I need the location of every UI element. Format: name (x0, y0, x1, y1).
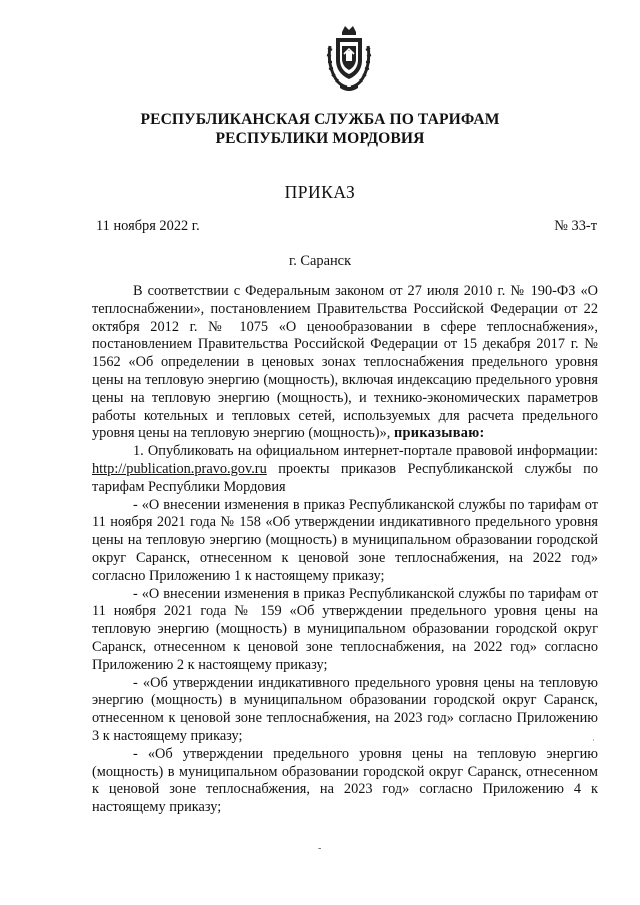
margin-mark: · (592, 735, 595, 745)
sub-item-1: - «О внесении изменения в приказ Республиканской службы по тарифам от 11 ноября 2021 года № 158 «Об утверждении индикативного предельного уровня цены на тепловую энергию (мощность) в муниципальном образовании городской округ Саранск, отнесенном к ценовой зоне теплоснабжения, на 2022 год» согласно Приложению 1 к настоящему приказу; (92, 496, 598, 584)
preamble-bold: приказываю: (393, 425, 485, 442)
org-line-2: РЕСПУБЛИКИ МОРДОВИЯ (215, 130, 425, 147)
sub-item-3: - «Об утверждении индикативного предельного уровня цены на тепловую энергию (мощность) в муниципальном образовании городской округ Саранск, отнесенном к ценовой зоне теплоснабжения, на 2023 год» согласно Приложению 3 к настоящему приказу; (92, 674, 598, 744)
document-date: 11 ноября 2022 г. (96, 218, 200, 234)
item-1-paragraph (92, 443, 598, 496)
document-city: г. Саранск (288, 253, 352, 269)
organization-name (0, 110, 640, 148)
item-1-text-after: проекты приказов Республиканской службы по тарифам Республики Мордовия (92, 460, 598, 495)
sub-item-2: - «О внесении изменения в приказ Республиканской службы по тарифам от 11 ноября 2021 года № 159 «Об утверждении предельного уровня цены на тепловую энергию (мощность) в муниципальном образовании городской округ Саранск, отнесенном к ценовой зоне теплоснабжения, на 2022 год» согласно Приложению 2 к настоящему приказу; (92, 585, 598, 673)
document-number: № 33-т (554, 218, 597, 234)
sub-item-4: - «Об утверждении предельного уровня цены на тепловую энергию (мощность) в муниципальном образовании городской округ Саранск, отнесенном к ценовой зоне теплоснабжения, на 2023 год» согласно Приложению 4 к настоящему приказу; (92, 745, 598, 816)
document-body (92, 283, 598, 817)
preamble-text: В соответствии с Федеральным законом от 27 июля 2010 г. № 190-ФЗ «О теплоснабжении», постановлением Правительства Российской Федерации от 22 октября 2012 г. № 1075 «О ценообразовании в сфере теплоснабжения», постановлением Правительства Российской Федерации от 15 декабря 2017 г. № 1562 «Об определении в ценовых зонах теплоснабжения предельного уровня цены на тепловую энергию (мощность), включая индексацию предельного уровня цены на тепловую энергию (мощность), и технико-экономических параметров работы котельных и тепловых сетей, используемых для расчета предельного уровня цены на тепловую энергию (мощность)», (92, 283, 598, 442)
item-1-text: 1. Опубликовать на официальном интернет-портале правовой информации: (133, 443, 598, 460)
org-line-1: РЕСПУБЛИКАНСКАЯ СЛУЖБА ПО ТАРИФАМ (140, 111, 500, 128)
document-type: ПРИКАЗ (284, 182, 356, 202)
publication-link[interactable]: http://publication.pravo.gov.ru (92, 460, 267, 477)
coat-of-arms-icon (326, 24, 372, 94)
preamble-paragraph (92, 283, 598, 443)
footer-mark: - (318, 843, 322, 854)
